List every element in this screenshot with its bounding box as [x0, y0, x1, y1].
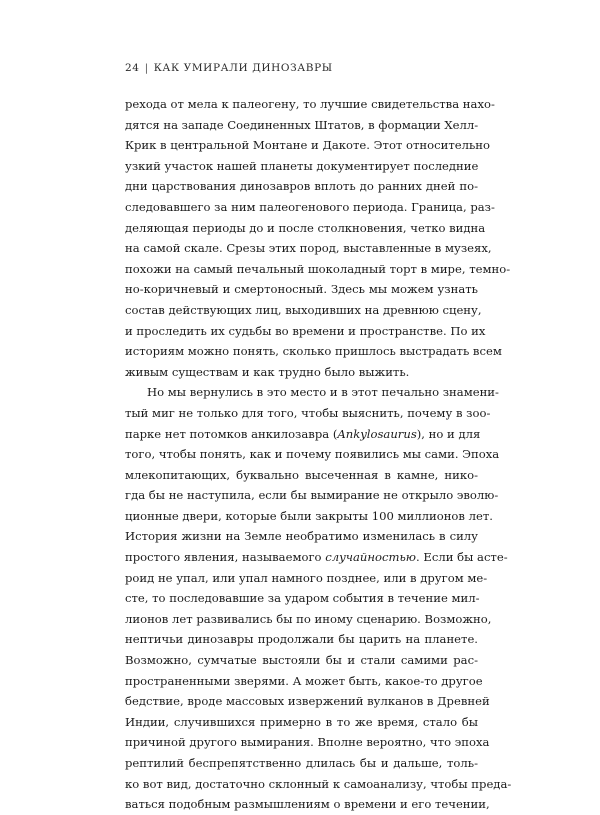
text-span: нептичьи динозавры продолжали бы царить на планете. [125, 632, 478, 647]
text-span: следовавшего за ним палеогенового периода. Граница, раз- [125, 199, 495, 214]
text-span: похожи на самый печальный шоколадный торт в мире, темно- [125, 261, 511, 276]
text-span: но-коричневый и смертоносный. Здесь мы можем узнать [125, 282, 478, 297]
text-span: тый миг не только для того, чтобы выяснить, почему в зоо- [125, 405, 491, 420]
text-line [125, 259, 511, 280]
text-line [125, 362, 478, 383]
text-line [125, 403, 491, 424]
italic-text: случайностью [325, 550, 417, 565]
text-line [125, 485, 499, 506]
text-span: рехода от мела к палеогену, то лучшие свидетельства нахо- [125, 97, 495, 111]
text-span: Индии, случившихся примерно в то же время, стало бы [125, 714, 478, 729]
text-span: деляющая периоды до и после столкновения, четко видна [125, 220, 486, 235]
page-number: 24 [125, 62, 140, 74]
text-line [125, 279, 478, 300]
text-line [125, 609, 492, 630]
text-line [125, 115, 478, 136]
text-span: млекопитающих, буквально высеченная в камне, нико- [125, 467, 478, 482]
text-line [125, 547, 508, 568]
running-header [125, 62, 333, 74]
text-line [125, 94, 495, 115]
text-span: ко вот вид, достаточно склонный к самоанализу, чтобы преда- [125, 776, 512, 791]
text-span: того, чтобы понять, как и почему появились мы сами. Эпоха [125, 447, 500, 462]
text-span: . Если бы асте- [416, 550, 508, 565]
running-title: КАК УМИРАЛИ ДИНОЗАВРЫ [153, 62, 333, 74]
text-span: пространенными зверями. А может быть, какое-то другое [125, 673, 483, 688]
text-span: ционные двери, которые были закрыты 100 миллионов лет. [125, 508, 493, 523]
text-line [125, 382, 499, 403]
text-line [125, 691, 490, 712]
text-span: историям можно понять, сколько пришлось выстрадать всем [125, 344, 502, 359]
text-line [125, 424, 481, 445]
text-line [125, 526, 478, 547]
text-line [125, 238, 492, 259]
text-line [125, 341, 502, 362]
text-line [125, 197, 495, 218]
text-line [125, 176, 478, 197]
header-separator: | [144, 62, 149, 74]
text-span: рептилий беспрепятственно длилась бы и дальше, толь- [125, 756, 478, 770]
text-span: бедствие, вроде массовых извержений вулканов в Древней [125, 694, 490, 709]
text-span: ваться подобным размышлениям о времени и его течении, [125, 797, 490, 812]
text-line [125, 156, 478, 177]
text-span: и проследить их судьбы во времени и пространстве. По их [125, 323, 486, 338]
text-span: причиной другого вымирания. Вполне вероятно, что эпоха [125, 735, 490, 750]
text-span: История жизни на Земле необратимо изменилась в силу [125, 529, 478, 544]
text-span: на самой скале. Срезы этих пород, выставленные в музеях, [125, 241, 492, 256]
text-line [125, 588, 478, 609]
text-span: узкий участок нашей планеты документирует последние [125, 158, 479, 173]
text-line [125, 465, 478, 486]
text-span: простого явления, называемого [125, 550, 326, 565]
text-span: ), но и для [416, 426, 481, 441]
text-line [125, 712, 478, 733]
text-line [125, 218, 486, 239]
text-line [125, 671, 483, 692]
text-line [125, 300, 482, 321]
text-line [125, 321, 486, 342]
text-line [125, 568, 488, 589]
text-span: живым существам и как трудно было выжить. [125, 364, 410, 379]
body-text [125, 94, 512, 815]
text-line [125, 135, 490, 156]
text-span: дни царствования динозавров вплоть до ранних дней по- [125, 179, 478, 194]
text-span: парке нет потомков анкилозавра ( [125, 426, 338, 441]
text-line [125, 629, 478, 650]
text-span: лионов лет развивались бы по иному сценарию. Возможно, [125, 611, 492, 626]
text-span: сте, то последовавшие за ударом события в течение мил- [125, 591, 480, 606]
text-line [125, 753, 478, 774]
text-line [125, 774, 512, 795]
text-span: Но мы вернулись в это место и в этот печально знамени- [147, 385, 499, 400]
text-line [125, 506, 493, 527]
text-span: дятся на западе Соединенных Штатов, в формации Хелл- [125, 117, 479, 132]
italic-text: Ankylosaurus [337, 426, 417, 441]
text-line [125, 444, 500, 465]
text-span: Возможно, сумчатые выстояли бы и стали самими рас- [125, 653, 478, 668]
text-span: Крик в центральной Монтане и Дакоте. Этот относительно [125, 138, 490, 153]
text-span: роид не упал, или упал намного позднее, или в другом ме- [125, 570, 488, 585]
text-line [125, 794, 490, 815]
text-line [125, 650, 478, 671]
text-span: состав действующих лиц, выходивших на древнюю сцену, [125, 302, 482, 317]
text-span: гда бы не наступила, если бы вымирание не открыло эволю- [125, 488, 499, 503]
